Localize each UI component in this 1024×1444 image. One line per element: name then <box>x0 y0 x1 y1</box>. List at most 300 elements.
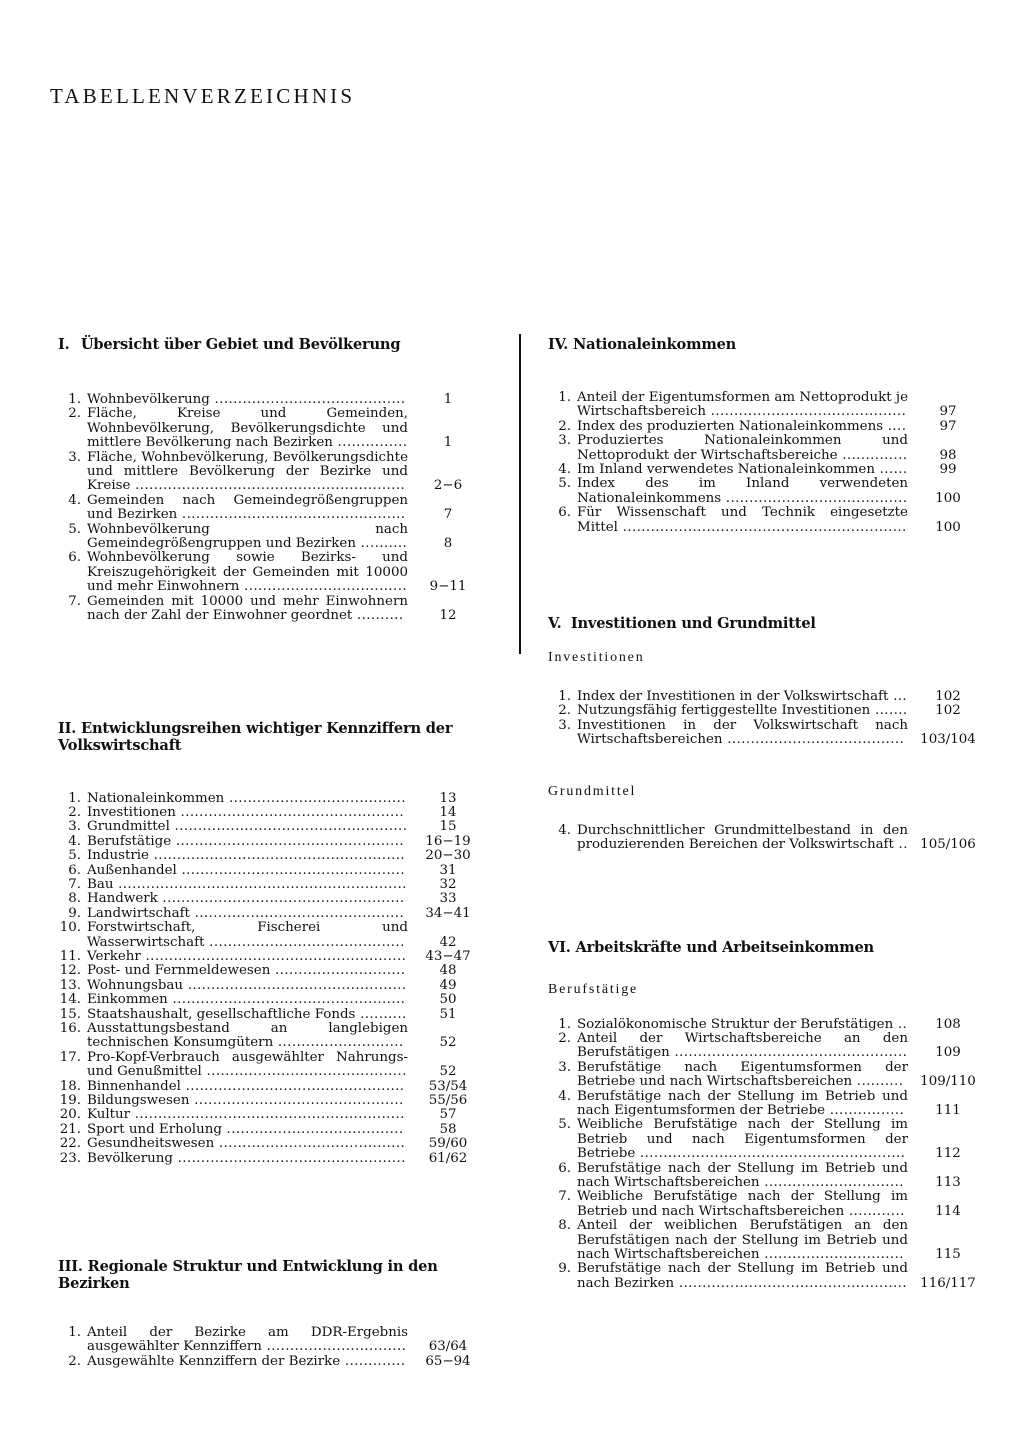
entry-page: 99 <box>939 462 957 478</box>
section-number: III. <box>58 1258 83 1276</box>
section-number: II. <box>58 719 77 737</box>
entry-title-text: Wohnbevölkerung nach Gemeindegrößengruppen und Bezirken <box>87 521 408 552</box>
entry-number: 6. <box>68 862 81 878</box>
leader-dots: .. <box>893 837 908 853</box>
leader-dots: ...................................... <box>221 1121 404 1137</box>
leader-dots: ............................................. <box>189 1093 404 1109</box>
entry-title-text: Berufstätige <box>87 833 172 849</box>
entry-title <box>577 1219 908 1262</box>
entry-title-text: Index der Investitionen in der Volkswirtschaft <box>577 689 889 705</box>
toc-entry <box>548 824 988 853</box>
entry-page: 100 <box>935 519 961 535</box>
entry-number: 15. <box>59 1006 81 1022</box>
toc-entry <box>58 964 488 978</box>
entry-title-text: Pro-Kopf-Verbrauch ausgewählter Nahrungs- und Genußmittel <box>87 1049 408 1080</box>
toc-entry <box>58 1080 488 1094</box>
entry-page: 105/106 <box>920 837 976 853</box>
entry-number: 12. <box>59 963 81 979</box>
page-title: TABELLENVERZEICHNIS <box>50 84 356 109</box>
toc-entry <box>58 1152 488 1166</box>
entry-title <box>577 1118 908 1161</box>
leader-dots: .......................................................... <box>130 478 406 494</box>
entry-title <box>87 864 408 878</box>
toc-entry <box>58 950 488 964</box>
leader-dots: .......................................... <box>204 934 405 950</box>
entry-number: 18. <box>59 1078 81 1094</box>
toc-entry <box>548 1162 988 1191</box>
entry-title-text: Gesundheitswesen <box>87 1136 215 1152</box>
entry-title-text: Handwerk <box>87 891 158 907</box>
entry-title <box>87 1022 408 1051</box>
entry-title <box>87 806 408 820</box>
entry-number: 23. <box>59 1150 81 1166</box>
leader-dots: ......................................................... <box>635 1146 906 1162</box>
entry-number: 1. <box>558 1016 571 1032</box>
entry-number: 5. <box>68 521 81 537</box>
entry-title-text: Fläche, Wohnbevölkerung, Bevölkerungsdichte und mittlere Bevölkerung der Bezirke und Kreise <box>87 449 408 494</box>
entry-title <box>577 463 908 477</box>
entry-page: 100 <box>935 490 961 506</box>
toc-entry <box>58 451 488 494</box>
leader-dots: ................................................. <box>171 833 404 849</box>
entry-page: 111 <box>935 1102 961 1118</box>
section-number: IV. <box>548 336 569 353</box>
entry-title <box>577 1018 908 1032</box>
entry-title <box>87 551 408 594</box>
entry-page: 51 <box>439 1006 457 1022</box>
entry-number: 8. <box>558 1218 571 1234</box>
toc-list-i <box>58 393 488 624</box>
entry-number: 2. <box>68 406 81 422</box>
entry-title-text: Index des produzierten Nationaleinkommens <box>577 418 884 434</box>
toc-list-iv <box>548 391 988 535</box>
entry-title-text: Anteil der Wirtschaftsbereiche an den Berufstätigen <box>577 1030 908 1061</box>
entry-number: 11. <box>59 948 81 964</box>
toc-entry <box>548 1018 988 1032</box>
section-title: Investitionen und Grundmittel <box>570 615 816 633</box>
entry-title <box>577 1061 908 1090</box>
entry-title-text: Anteil der Bezirke am DDR-Ergebnis ausgewählter Kennziffern <box>87 1325 408 1355</box>
entry-page: 9−11 <box>429 579 467 595</box>
entry-number: 5. <box>558 1117 571 1133</box>
entry-page: 102 <box>935 703 961 719</box>
entry-page: 116/117 <box>920 1275 976 1291</box>
entry-title <box>87 907 408 921</box>
toc-entry <box>548 704 988 718</box>
leader-dots: ................................................. <box>172 1150 406 1166</box>
entry-page: 114 <box>935 1203 961 1219</box>
entry-number: 5. <box>558 476 571 492</box>
entry-title <box>577 690 908 704</box>
entry-title-text: Ausstattungsbestand an langlebigen technischen Konsumgütern <box>87 1021 408 1051</box>
entry-title <box>577 1262 908 1291</box>
toc-entry <box>548 1219 988 1262</box>
subheading-investitionen: Investitionen <box>548 650 645 666</box>
leader-dots: .................................................. <box>669 1045 908 1061</box>
entry-title-text: Wohnungsbau <box>87 977 184 993</box>
entry-page: 97 <box>939 418 957 434</box>
leader-dots: ............. <box>340 1353 406 1369</box>
entry-title <box>87 1123 408 1137</box>
entry-page: 103/104 <box>920 732 976 748</box>
leader-dots: ............................................. <box>189 905 405 921</box>
leader-dots: .......................................... <box>706 404 907 420</box>
leader-dots: ................................................. <box>674 1275 907 1291</box>
toc-list-vi <box>548 1018 988 1292</box>
toc-entry <box>58 1137 488 1151</box>
entry-number: 6. <box>558 505 571 521</box>
leader-dots: .................................................. <box>169 819 408 835</box>
entry-page: 52 <box>439 1064 457 1080</box>
entry-page: 33 <box>439 891 457 907</box>
leader-dots: ................................................ <box>176 862 405 878</box>
entry-number: 3. <box>558 1059 571 1075</box>
entry-title <box>87 1137 408 1151</box>
entry-number: 8. <box>68 891 81 907</box>
entry-title-text: Einkommen <box>87 992 168 1008</box>
entry-title-text: Wohnbevölkerung sowie Bezirks- und Kreiszugehörigkeit der Gemeinden mit 10000 und mehr Einwohnern <box>87 550 408 595</box>
entry-title <box>87 451 408 494</box>
entry-title-text: Produziertes Nationaleinkommen und Nettoprodukt der Wirtschaftsbereiche <box>577 433 908 463</box>
subheading-grundmittel: Grundmittel <box>548 783 637 799</box>
leader-dots: ........................................... <box>201 1064 407 1080</box>
leader-dots: ................................... <box>239 579 408 595</box>
entry-title-text: Nationaleinkommen <box>87 790 225 806</box>
leader-dots: ....... <box>870 703 908 719</box>
toc-list-ii <box>58 792 488 1167</box>
entry-number: 13. <box>59 977 81 993</box>
entry-title-text: Für Wissenschaft und Technik eingesetzte Mittel <box>577 505 908 535</box>
toc-entry <box>548 690 988 704</box>
entry-number: 14. <box>59 992 81 1008</box>
entry-number: 2. <box>558 418 571 434</box>
entry-page: 34−41 <box>425 905 471 921</box>
section-title: Regionale Struktur und Entwicklung in den Bezirken <box>58 1258 438 1293</box>
toc-entry <box>58 494 488 523</box>
entry-title-text: Post- und Fernmeldewesen <box>87 963 271 979</box>
toc-entry <box>548 463 988 477</box>
entry-title <box>87 523 408 552</box>
leader-dots: .......... <box>355 536 408 552</box>
toc-entry <box>548 506 988 535</box>
entry-page: 102 <box>935 689 961 705</box>
toc-entry <box>58 993 488 1007</box>
entry-page: 13 <box>439 790 457 806</box>
entry-number: 1. <box>68 392 81 407</box>
entry-title <box>87 964 408 978</box>
entry-number: 3. <box>68 819 81 835</box>
entry-number: 6. <box>558 1160 571 1176</box>
section-title: Nationaleinkommen <box>572 336 737 353</box>
entry-title-text: Bau <box>87 876 114 892</box>
entry-title <box>87 820 408 834</box>
entry-title-text: Gemeinden mit 10000 und mehr Einwohnern nach der Zahl der Einwohner geordnet <box>87 593 408 624</box>
entry-title <box>577 719 908 748</box>
section-number: V. <box>548 615 562 633</box>
entry-page: 63/64 <box>428 1339 468 1355</box>
toc-entry <box>58 835 488 849</box>
toc-entry <box>58 1326 488 1355</box>
entry-number: 1. <box>558 390 571 405</box>
entry-page: 49 <box>439 977 457 993</box>
entry-number: 7. <box>558 1189 571 1205</box>
entry-page: 52 <box>439 1035 457 1051</box>
entry-title-text: Wohnbevölkerung <box>87 392 210 407</box>
section-heading-iii <box>58 1258 488 1292</box>
toc-entry <box>58 921 488 950</box>
toc-list-iii <box>58 1326 488 1369</box>
leader-dots: ............................ <box>270 963 406 979</box>
leader-dots: .......... <box>355 1006 407 1022</box>
entry-title <box>87 1108 408 1122</box>
entry-title <box>87 921 408 950</box>
entry-page: 55/56 <box>428 1093 468 1109</box>
entry-title-text: Sport und Erholung <box>87 1121 222 1137</box>
entry-title <box>577 824 908 853</box>
entry-title <box>577 391 908 420</box>
entry-title <box>87 407 408 450</box>
entry-number: 4. <box>558 1088 571 1104</box>
leader-dots: .......... <box>852 1074 904 1090</box>
leader-dots: ... <box>888 689 908 705</box>
left-column <box>58 336 488 1369</box>
leader-dots: .............................. <box>759 1247 904 1262</box>
entry-title-text: Berufstätige nach der Stellung im Betrieb und nach Bezirken <box>577 1261 908 1291</box>
toc-entry <box>548 391 988 420</box>
leader-dots: ........................................................ <box>140 948 407 964</box>
toc-entry <box>58 1355 488 1369</box>
entry-title <box>87 1326 408 1355</box>
toc-entry <box>548 477 988 506</box>
toc-entry <box>58 1051 488 1080</box>
leader-dots: .............................................................. <box>113 876 407 892</box>
toc-entry <box>58 907 488 921</box>
leader-dots: ................................................ <box>177 507 406 523</box>
entry-title <box>87 1094 408 1108</box>
section-number: VI. <box>548 938 571 956</box>
toc-list-v-investitionen <box>548 690 988 748</box>
entry-page: 109 <box>935 1045 961 1061</box>
entry-title-text: Forstwirtschaft, Fischerei und Wasserwirtschaft <box>87 920 408 950</box>
entry-title-text: Weibliche Berufstätige nach der Stellung im Betrieb und nach Wirtschaftsbereichen <box>577 1189 908 1219</box>
entry-page: 98 <box>939 447 957 463</box>
entry-title-text: Investitionen in der Volkswirtschaft nach Wirtschaftsbereichen <box>577 717 908 748</box>
leader-dots: ............................................... <box>183 977 407 993</box>
entry-title-text: Ausgewählte Kennziffern der Bezirke <box>87 1353 341 1369</box>
entry-page: 14 <box>439 804 457 820</box>
toc-entry <box>548 1090 988 1119</box>
entry-page: 109/110 <box>920 1074 976 1090</box>
entry-title-text: Grundmittel <box>87 819 170 835</box>
entry-title <box>87 950 408 964</box>
entry-title <box>87 1080 408 1094</box>
entry-number: 4. <box>558 822 571 838</box>
leader-dots: ............... <box>332 435 408 451</box>
entry-number: 20. <box>59 1107 81 1123</box>
subheading-berufstaetige: Berufstätige <box>548 981 639 997</box>
entry-number: 17. <box>59 1049 81 1065</box>
leader-dots: ...................................... <box>722 732 905 748</box>
entry-title <box>87 1152 408 1166</box>
toc-list-v-grundmittel <box>548 824 988 853</box>
entry-number: 10. <box>59 920 81 936</box>
leader-dots: ................................................ <box>175 804 405 820</box>
toc-entry <box>548 1190 988 1219</box>
entry-number: 7. <box>68 593 81 609</box>
leader-dots: ............ <box>844 1203 905 1219</box>
entry-title-text: Bildungswesen <box>87 1093 190 1109</box>
entry-number: 21. <box>59 1121 81 1137</box>
entry-page: 113 <box>935 1174 961 1190</box>
right-column <box>548 336 988 1291</box>
entry-title-text: Gemeinden nach Gemeindegrößengruppen und Bezirken <box>87 492 408 523</box>
entry-title-text: Investitionen <box>87 804 176 820</box>
entry-number: 4. <box>68 833 81 849</box>
entry-title <box>87 393 408 407</box>
toc-entry <box>548 1262 988 1291</box>
entry-title <box>87 1051 408 1080</box>
entry-title <box>87 595 408 624</box>
entry-title-text: Berufstätige nach der Stellung im Betrieb und nach Wirtschaftsbereichen <box>577 1160 908 1190</box>
leader-dots: ....................................... <box>721 490 908 506</box>
section-heading-i <box>58 336 488 353</box>
entry-number: 22. <box>59 1136 81 1152</box>
entry-page: 58 <box>439 1121 457 1137</box>
entry-title <box>87 1355 408 1369</box>
section-number: I. <box>58 336 70 353</box>
toc-entry <box>58 595 488 624</box>
entry-title <box>577 420 908 434</box>
section-heading-v <box>548 615 988 632</box>
entry-title <box>577 434 908 463</box>
entry-page: 1 <box>443 435 453 451</box>
entry-title-text: Bevölkerung <box>87 1150 173 1166</box>
leader-dots: .................................................. <box>167 992 406 1008</box>
section-heading-vi <box>548 939 988 956</box>
entry-number: 9. <box>558 1261 571 1277</box>
leader-dots: .............. <box>837 447 908 463</box>
entry-number: 2. <box>558 1030 571 1046</box>
entry-title-text: Anteil der weiblichen Berufstätigen an den Berufstätigen nach der Stellung im Betrieb und nach Wirtschaftsbereichen <box>577 1218 908 1262</box>
entry-number: 1. <box>68 1325 81 1341</box>
toc-entry <box>58 820 488 834</box>
entry-page: 15 <box>439 819 457 835</box>
toc-entry <box>548 1118 988 1161</box>
entry-title-text: Sozialökonomische Struktur der Berufstätigen <box>577 1016 894 1032</box>
leader-dots: .................................................... <box>157 891 405 907</box>
toc-entry <box>58 806 488 820</box>
leader-dots: ...................................... <box>224 790 406 806</box>
entry-title-text: Fläche, Kreise und Gemeinden, Wohnbevölkerung, Bevölkerungsdichte und mittlere Bevölkerung nach Bezirken <box>87 406 408 451</box>
toc-entry <box>58 407 488 450</box>
entry-title <box>577 477 908 506</box>
entry-number: 1. <box>558 689 571 705</box>
entry-number: 7. <box>68 876 81 892</box>
entry-title <box>87 849 408 863</box>
leader-dots: .......... <box>352 608 404 624</box>
entry-page: 43−47 <box>425 948 471 964</box>
entry-number: 6. <box>68 550 81 566</box>
toc-entry <box>548 1061 988 1090</box>
entry-number: 2. <box>68 1353 81 1369</box>
entry-number: 4. <box>558 462 571 478</box>
toc-entry <box>548 420 988 434</box>
leader-dots: ................ <box>825 1102 905 1118</box>
section-title: Entwicklungsreihen wichtiger Kennziffern der Volkswirtschaft <box>58 719 453 754</box>
entry-page: 31 <box>439 862 457 878</box>
leader-dots: .......................................................... <box>130 1107 405 1123</box>
entry-page: 50 <box>439 992 457 1008</box>
entry-page: 112 <box>935 1146 961 1162</box>
toc-entry <box>58 1123 488 1137</box>
toc-entry <box>58 393 488 407</box>
entry-number: 2. <box>68 804 81 820</box>
entry-page: 108 <box>935 1016 961 1032</box>
entry-title <box>577 1162 908 1191</box>
leader-dots: ............................................... <box>180 1078 405 1094</box>
entry-title-text: Staatshaushalt, gesellschaftliche Fonds <box>87 1006 356 1022</box>
entry-title <box>87 892 408 906</box>
entry-page: 57 <box>439 1107 457 1123</box>
entry-page: 48 <box>439 963 457 979</box>
leader-dots: .. <box>893 1016 908 1032</box>
entry-title <box>87 1008 408 1022</box>
entry-page: 61/62 <box>428 1150 468 1166</box>
leader-dots: .... <box>883 418 907 434</box>
entry-title-text: Kultur <box>87 1107 131 1123</box>
entry-page: 2−6 <box>433 478 463 494</box>
entry-number: 3. <box>558 717 571 733</box>
entry-title-text: Landwirtschaft <box>87 905 190 921</box>
entry-title-text: Im Inland verwendetes Nationaleinkommen <box>577 462 875 478</box>
entry-page: 42 <box>439 934 457 950</box>
entry-page: 32 <box>439 876 457 892</box>
entry-title <box>577 1032 908 1061</box>
entry-page: 53/54 <box>428 1078 468 1094</box>
entry-page: 20−30 <box>425 848 471 864</box>
entry-page: 8 <box>443 536 453 552</box>
column-divider <box>519 334 521 654</box>
entry-page: 97 <box>939 404 957 420</box>
entry-page: 59/60 <box>428 1136 468 1152</box>
toc-entry <box>58 523 488 552</box>
entry-title-text: Industrie <box>87 848 149 864</box>
leader-dots: ......................................... <box>209 392 406 407</box>
entry-number: 9. <box>68 905 81 921</box>
leader-dots: ...... <box>874 462 908 478</box>
entry-page: 12 <box>439 608 457 624</box>
toc-entry <box>58 1008 488 1022</box>
section-title: Arbeitskräfte und Arbeitseinkommen <box>575 938 874 956</box>
entry-number: 3. <box>558 433 571 449</box>
entry-title <box>87 835 408 849</box>
section-heading-iv <box>548 336 988 353</box>
entry-title-text: Durchschnittlicher Grundmittelbestand in den produzierenden Bereichen der Volkswirtschaft <box>577 822 908 853</box>
entry-number: 2. <box>558 703 571 719</box>
entry-title <box>87 993 408 1007</box>
toc-entry <box>58 878 488 892</box>
entry-number: 3. <box>68 449 81 465</box>
entry-page: 1 <box>443 392 453 407</box>
entry-number: 4. <box>68 492 81 508</box>
entry-title <box>87 494 408 523</box>
toc-entry <box>58 792 488 806</box>
leader-dots: .............................. <box>261 1339 407 1355</box>
entry-title <box>577 1090 908 1119</box>
entry-number: 5. <box>68 848 81 864</box>
entry-number: 16. <box>59 1021 81 1036</box>
entry-title <box>577 506 908 535</box>
